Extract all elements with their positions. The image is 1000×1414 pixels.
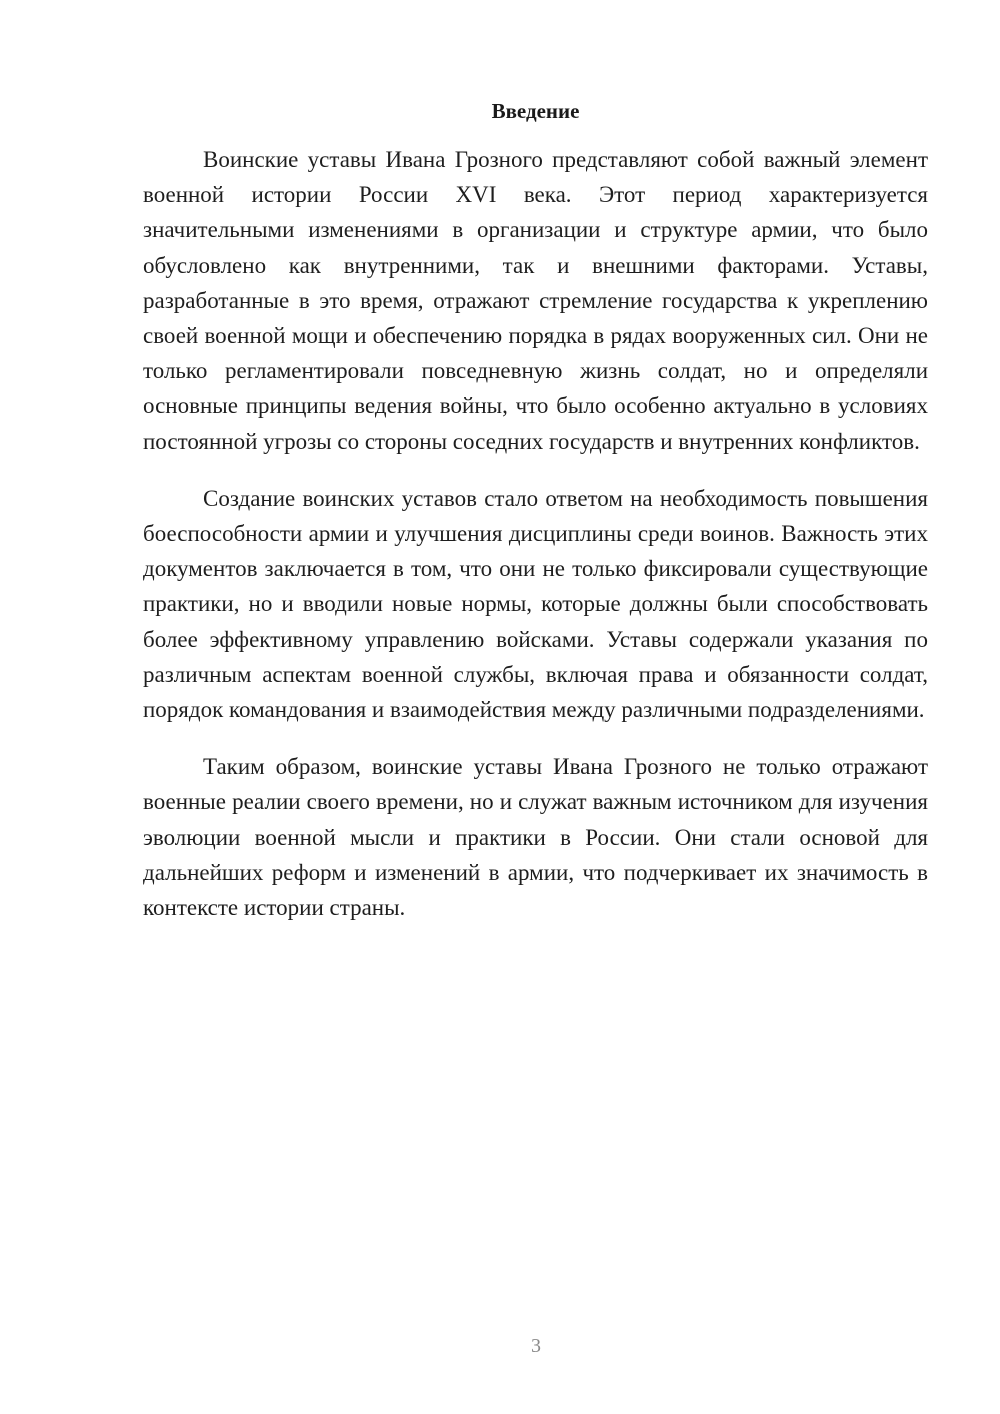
paragraph-1: Воинские уставы Ивана Грозного представляют собой важный элемент военной истории России XVI века. Этот период характеризуется значительными изменениями в организации и структуре армии, что было обусловлено как внутренними, так и внешними факторами. Уставы, разработанные в это время, отражают стремление государства к укреплению своей военной мощи и обеспечению порядка в рядах вооруженных сил. Они не только регламентировали повседневную жизнь солдат, но и определяли основные принципы ведения войны, что было особенно актуально в условиях постоянной угрозы со стороны соседних государств и внутренних конфликтов. [143,147,928,454]
paragraph-2: Создание воинских уставов стало ответом на необходимость повышения боеспособности армии и улучшения дисциплины среди воинов. Важность этих документов заключается в том, что они не только фиксировали существующие практики, но и вводили новые нормы, которые должны были способствовать более эффективному управлению войсками. Уставы содержали указания по различным аспектам военной службы, включая права и обязанности солдат, порядок командования и взаимодействия между различными подразделениями. [143,485,928,723]
section-title: Введение [491,99,580,123]
paragraph-3: Таким образом, воинские уставы Ивана Грозного не только отражают военные реалии своего времени, но и служат важным источником для изучения эволюции военной мысли и практики в России. Они стали основой для дальнейших реформ и изменений в армии, что подчеркивает их значимость в контексте истории страны. [143,754,928,921]
body-text [143,142,928,947]
page-number: 3 [531,1335,541,1357]
